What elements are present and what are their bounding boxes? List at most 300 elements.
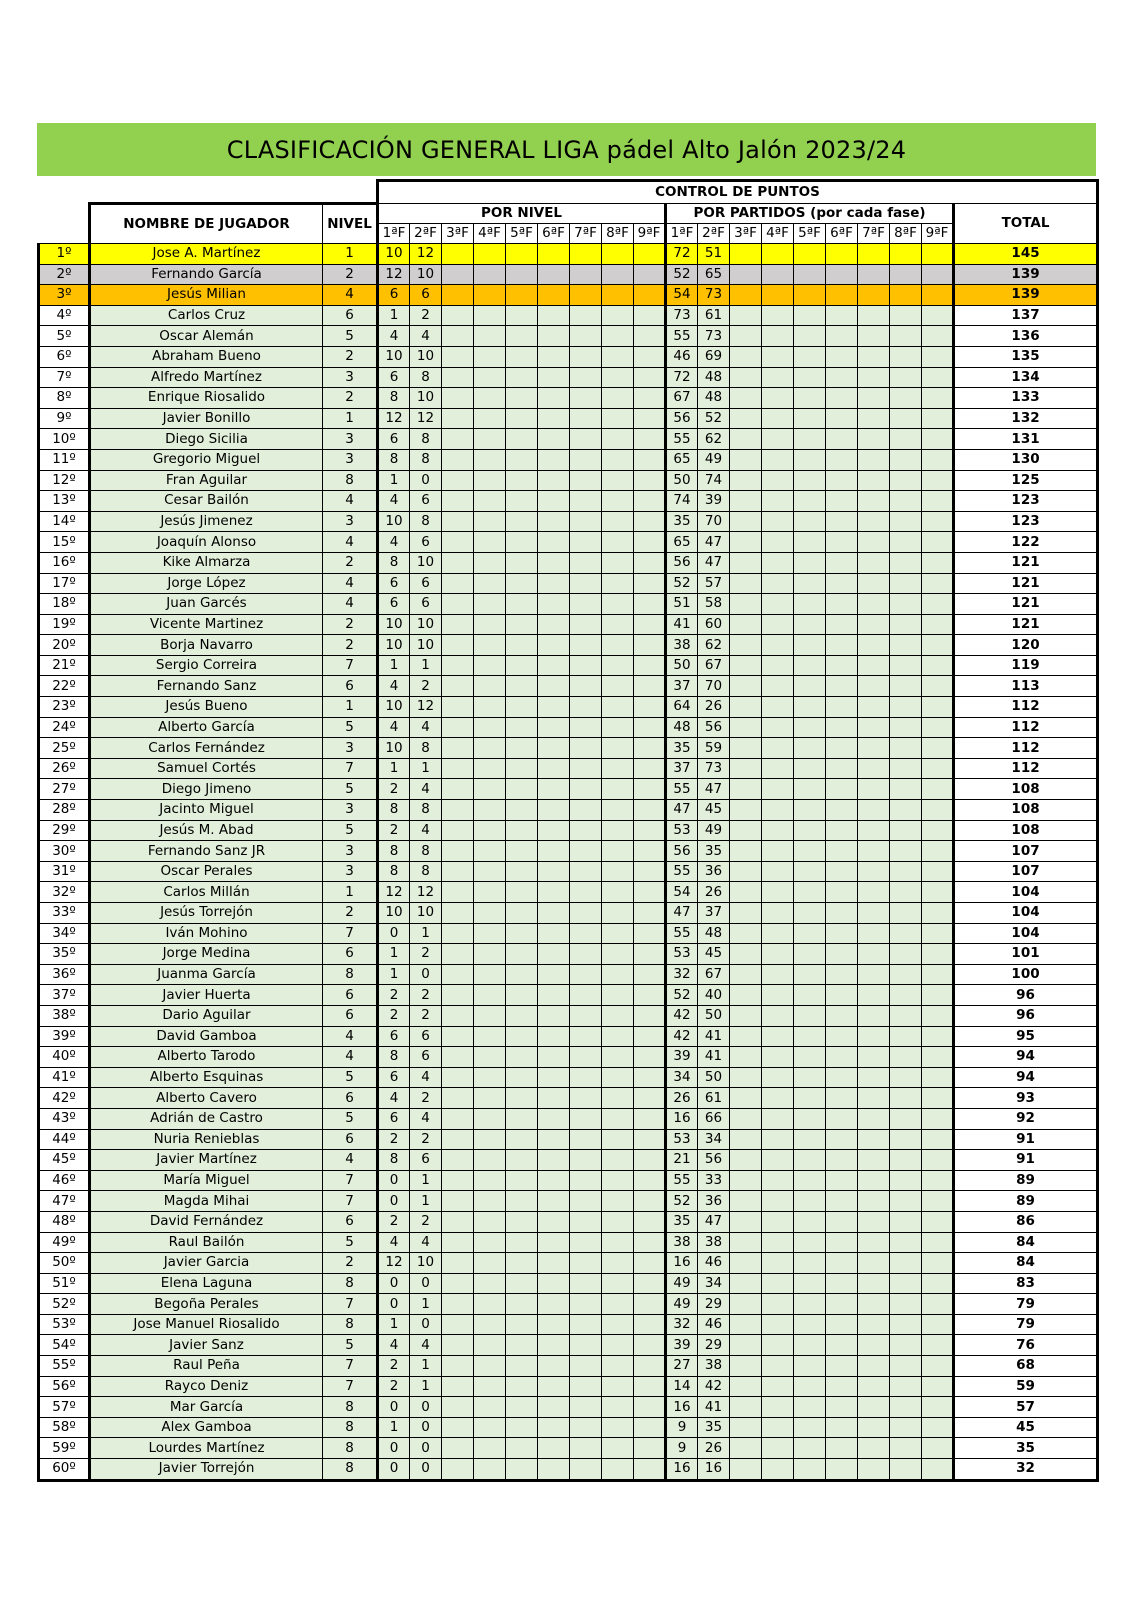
nivel-phase-cell	[634, 1314, 666, 1335]
table-row	[39, 1397, 1098, 1418]
partidos-phase-cell	[762, 1191, 794, 1212]
partidos-phase-cell	[922, 388, 954, 409]
name-column-header: NOMBRE DE JUGADOR	[90, 204, 323, 244]
nivel-phase-cell	[442, 511, 474, 532]
nivel-column-header: NIVEL	[323, 204, 378, 244]
partidos-phase-cell	[890, 408, 922, 429]
partidos-phase-cell	[826, 923, 858, 944]
partidos-phase-cell	[730, 758, 762, 779]
nivel-phase-cell	[634, 614, 666, 635]
nivel-phase-cell: 6	[410, 285, 442, 306]
nivel-phase-cell	[634, 1067, 666, 1088]
nivel-phase-cell	[442, 1026, 474, 1047]
partidos-phase-cell	[826, 1459, 858, 1481]
partidos-phase-cell: 51	[666, 594, 698, 615]
partidos-phase-cell	[826, 1191, 858, 1212]
partidos-phase-cell	[922, 841, 954, 862]
nivel-phase-cell	[538, 985, 570, 1006]
partidos-phase-cell	[858, 532, 890, 553]
nivel-cell: 1	[323, 244, 378, 265]
nivel-cell: 5	[323, 779, 378, 800]
nivel-phase-cell: 4	[410, 1335, 442, 1356]
nivel-phase-cell	[538, 449, 570, 470]
nivel-phase-cell	[538, 305, 570, 326]
partidos-phase-cell	[762, 820, 794, 841]
player-name-cell: Javier Huerta	[90, 985, 323, 1006]
partidos-phase-cell	[922, 491, 954, 512]
table-row	[39, 779, 1098, 800]
partidos-phase-cell	[922, 1438, 954, 1459]
nivel-phase-cell	[602, 882, 634, 903]
nivel-phase-cell	[442, 717, 474, 738]
total-cell: 112	[954, 697, 1098, 718]
table-row	[39, 1108, 1098, 1129]
partidos-phase-cell: 26	[698, 1438, 730, 1459]
partidos-phase-cell	[922, 635, 954, 656]
nivel-phase-cell	[506, 408, 538, 429]
nivel-phase-cell	[474, 944, 506, 965]
partidos-phase-cell	[858, 903, 890, 924]
partidos-phase-cell	[762, 800, 794, 821]
partidos-phase-cell: 42	[698, 1376, 730, 1397]
nivel-phase-cell: 0	[410, 470, 442, 491]
player-name-cell: Cesar Bailón	[90, 491, 323, 512]
partidos-phase-cell	[922, 1067, 954, 1088]
partidos-phase-cell	[794, 1026, 826, 1047]
nivel-phase-cell	[442, 346, 474, 367]
nivel-phase-cell	[538, 1397, 570, 1418]
nivel-phase-cell	[602, 573, 634, 594]
partidos-phase-cell: 66	[698, 1108, 730, 1129]
nivel-phase-cell: 0	[378, 1191, 410, 1212]
table-row	[39, 1170, 1098, 1191]
nivel-phase-cell	[602, 346, 634, 367]
partidos-phase-cell	[730, 1005, 762, 1026]
nivel-phase-cell	[634, 1376, 666, 1397]
position-cell: 2º	[39, 264, 90, 285]
nivel-phase-cell	[538, 1067, 570, 1088]
table-row	[39, 758, 1098, 779]
partidos-phase-cell	[794, 820, 826, 841]
nivel-cell: 6	[323, 1129, 378, 1150]
nivel-phase-header-4: 4ªF	[474, 224, 506, 244]
partidos-phase-cell	[794, 1108, 826, 1129]
nivel-phase-cell	[442, 655, 474, 676]
nivel-phase-cell	[538, 635, 570, 656]
player-name-cell: Carlos Fernández	[90, 738, 323, 759]
partidos-phase-cell: 37	[666, 758, 698, 779]
nivel-phase-cell	[570, 244, 602, 265]
partidos-phase-cell: 73	[698, 758, 730, 779]
table-row	[39, 717, 1098, 738]
position-cell: 35º	[39, 944, 90, 965]
table-row	[39, 1150, 1098, 1171]
table-row	[39, 511, 1098, 532]
total-cell: 131	[954, 429, 1098, 450]
partidos-phase-cell	[762, 758, 794, 779]
total-cell: 135	[954, 346, 1098, 367]
partidos-phase-cell	[730, 552, 762, 573]
nivel-phase-cell: 2	[378, 1376, 410, 1397]
partidos-phase-cell: 55	[666, 861, 698, 882]
partidos-phase-cell	[890, 1376, 922, 1397]
partidos-phase-cell	[858, 552, 890, 573]
nivel-phase-cell: 6	[378, 573, 410, 594]
partidos-phase-cell	[762, 408, 794, 429]
partidos-phase-cell	[922, 1005, 954, 1026]
partidos-phase-cell	[794, 903, 826, 924]
nivel-phase-cell	[538, 1376, 570, 1397]
nivel-phase-cell	[634, 820, 666, 841]
partidos-phase-cell	[858, 1150, 890, 1171]
nivel-phase-cell	[474, 367, 506, 388]
nivel-cell: 8	[323, 1397, 378, 1418]
nivel-phase-cell: 1	[410, 1191, 442, 1212]
nivel-phase-cell	[474, 614, 506, 635]
partidos-phase-cell: 26	[666, 1088, 698, 1109]
nivel-phase-cell	[570, 1273, 602, 1294]
player-name-cell: Jose A. Martínez	[90, 244, 323, 265]
position-cell: 47º	[39, 1191, 90, 1212]
total-cell: 112	[954, 738, 1098, 759]
nivel-phase-cell: 8	[410, 511, 442, 532]
partidos-phase-cell: 45	[698, 944, 730, 965]
nivel-cell: 3	[323, 738, 378, 759]
nivel-phase-cell	[570, 841, 602, 862]
nivel-cell: 2	[323, 388, 378, 409]
nivel-phase-cell	[506, 1232, 538, 1253]
nivel-phase-cell	[442, 1232, 474, 1253]
nivel-phase-cell	[474, 1253, 506, 1274]
partidos-phase-cell	[762, 923, 794, 944]
nivel-phase-cell	[538, 882, 570, 903]
nivel-phase-cell	[602, 1191, 634, 1212]
partidos-phase-cell	[890, 1273, 922, 1294]
player-name-cell: Magda Mihai	[90, 1191, 323, 1212]
partidos-phase-cell	[794, 1356, 826, 1377]
nivel-phase-cell	[602, 532, 634, 553]
position-cell: 34º	[39, 923, 90, 944]
nivel-phase-cell	[506, 1335, 538, 1356]
partidos-phase-cell	[922, 1459, 954, 1481]
nivel-phase-cell	[506, 1314, 538, 1335]
partidos-phase-cell	[858, 1335, 890, 1356]
nivel-phase-cell: 0	[410, 964, 442, 985]
nivel-phase-cell	[538, 717, 570, 738]
partidos-phase-cell: 52	[666, 573, 698, 594]
table-row	[39, 244, 1098, 265]
partidos-phase-cell	[730, 326, 762, 347]
nivel-phase-cell	[442, 1211, 474, 1232]
partidos-phase-cell	[890, 800, 922, 821]
player-name-cell: Oscar Alemán	[90, 326, 323, 347]
partidos-phase-cell	[922, 985, 954, 1006]
nivel-cell: 1	[323, 697, 378, 718]
partidos-phase-cell	[890, 1211, 922, 1232]
nivel-phase-cell	[602, 1314, 634, 1335]
partidos-phase-cell	[762, 635, 794, 656]
total-cell: 121	[954, 573, 1098, 594]
table-row	[39, 1191, 1098, 1212]
partidos-phase-cell	[826, 346, 858, 367]
player-name-cell: Alex Gamboa	[90, 1417, 323, 1438]
nivel-phase-cell	[634, 1026, 666, 1047]
nivel-phase-header-3: 3ªF	[442, 224, 474, 244]
position-cell: 26º	[39, 758, 90, 779]
nivel-phase-cell	[506, 1417, 538, 1438]
nivel-phase-cell	[506, 1294, 538, 1315]
player-name-cell: Jorge Medina	[90, 944, 323, 965]
nivel-phase-cell: 0	[378, 1170, 410, 1191]
total-cell: 84	[954, 1232, 1098, 1253]
nivel-phase-cell	[634, 1294, 666, 1315]
nivel-phase-cell	[634, 264, 666, 285]
nivel-phase-cell	[602, 903, 634, 924]
nivel-phase-cell	[442, 573, 474, 594]
partidos-phase-cell: 39	[666, 1047, 698, 1068]
total-cell: 93	[954, 1088, 1098, 1109]
nivel-phase-cell: 6	[410, 1150, 442, 1171]
position-cell: 5º	[39, 326, 90, 347]
nivel-phase-cell	[570, 1397, 602, 1418]
partidos-phase-cell	[730, 244, 762, 265]
partidos-phase-cell	[762, 717, 794, 738]
player-name-cell: Raul Bailón	[90, 1232, 323, 1253]
nivel-phase-cell	[602, 388, 634, 409]
partidos-phase-cell: 48	[666, 717, 698, 738]
total-cell: 136	[954, 326, 1098, 347]
partidos-phase-cell: 74	[698, 470, 730, 491]
nivel-phase-cell: 8	[378, 800, 410, 821]
nivel-cell: 5	[323, 1108, 378, 1129]
partidos-phase-cell	[922, 738, 954, 759]
nivel-cell: 6	[323, 676, 378, 697]
nivel-phase-cell	[474, 717, 506, 738]
partidos-phase-cell	[826, 800, 858, 821]
nivel-phase-cell	[474, 264, 506, 285]
partidos-phase-cell	[858, 1211, 890, 1232]
nivel-cell: 8	[323, 1459, 378, 1481]
partidos-phase-cell: 39	[666, 1335, 698, 1356]
player-name-cell: Javier Sanz	[90, 1335, 323, 1356]
partidos-phase-cell	[762, 1047, 794, 1068]
partidos-phase-cell	[794, 1129, 826, 1150]
nivel-cell: 2	[323, 552, 378, 573]
nivel-phase-cell	[634, 841, 666, 862]
nivel-phase-cell	[442, 305, 474, 326]
partidos-phase-cell	[890, 1191, 922, 1212]
player-name-cell: Juan Garcés	[90, 594, 323, 615]
partidos-phase-cell	[762, 841, 794, 862]
partidos-phase-cell: 38	[698, 1232, 730, 1253]
nivel-phase-cell	[442, 1356, 474, 1377]
nivel-phase-cell	[634, 285, 666, 306]
player-name-cell: Enrique Riosalido	[90, 388, 323, 409]
partidos-phase-header-1: 1ªF	[666, 224, 698, 244]
nivel-phase-cell	[602, 800, 634, 821]
nivel-phase-cell: 8	[410, 738, 442, 759]
nivel-phase-cell	[538, 573, 570, 594]
player-name-cell: Jesús Bueno	[90, 697, 323, 718]
partidos-phase-cell	[858, 1294, 890, 1315]
player-name-cell: Oscar Perales	[90, 861, 323, 882]
partidos-phase-cell	[762, 985, 794, 1006]
table-row	[39, 738, 1098, 759]
nivel-phase-cell	[442, 1150, 474, 1171]
partidos-phase-cell	[794, 244, 826, 265]
nivel-phase-cell	[442, 841, 474, 862]
player-name-cell: Begoña Perales	[90, 1294, 323, 1315]
partidos-phase-cell	[730, 388, 762, 409]
table-row	[39, 388, 1098, 409]
partidos-phase-cell: 35	[666, 738, 698, 759]
total-cell: 96	[954, 985, 1098, 1006]
nivel-phase-cell	[474, 1459, 506, 1481]
nivel-phase-cell: 8	[378, 552, 410, 573]
nivel-phase-cell	[602, 1376, 634, 1397]
total-cell: 84	[954, 1253, 1098, 1274]
nivel-phase-cell	[634, 573, 666, 594]
partidos-phase-cell: 36	[698, 1191, 730, 1212]
partidos-phase-cell	[922, 861, 954, 882]
partidos-phase-cell	[730, 470, 762, 491]
nivel-phase-cell	[602, 1170, 634, 1191]
nivel-phase-cell	[442, 1273, 474, 1294]
nivel-cell: 7	[323, 758, 378, 779]
total-cell: 121	[954, 614, 1098, 635]
nivel-phase-cell	[602, 1335, 634, 1356]
por-partidos-header: POR PARTIDOS (por cada fase)	[666, 204, 954, 224]
partidos-phase-cell	[794, 1294, 826, 1315]
partidos-phase-cell	[890, 1026, 922, 1047]
nivel-phase-cell	[538, 1232, 570, 1253]
partidos-phase-cell	[762, 552, 794, 573]
partidos-phase-cell	[762, 491, 794, 512]
position-cell: 32º	[39, 882, 90, 903]
nivel-phase-cell	[634, 491, 666, 512]
nivel-phase-cell: 10	[378, 244, 410, 265]
nivel-cell: 3	[323, 861, 378, 882]
partidos-phase-cell	[922, 1294, 954, 1315]
partidos-phase-cell	[858, 573, 890, 594]
nivel-cell: 5	[323, 1067, 378, 1088]
position-cell: 46º	[39, 1170, 90, 1191]
partidos-phase-cell	[762, 1314, 794, 1335]
nivel-phase-cell: 2	[410, 1005, 442, 1026]
nivel-phase-cell	[538, 470, 570, 491]
player-name-cell: Gregorio Miguel	[90, 449, 323, 470]
partidos-phase-cell	[730, 305, 762, 326]
nivel-phase-cell: 8	[378, 841, 410, 862]
nivel-phase-cell: 6	[378, 1026, 410, 1047]
partidos-phase-cell	[826, 1294, 858, 1315]
nivel-phase-cell: 4	[410, 717, 442, 738]
nivel-phase-cell	[538, 1170, 570, 1191]
nivel-phase-cell: 1	[378, 1417, 410, 1438]
partidos-phase-cell	[794, 738, 826, 759]
nivel-phase-cell	[442, 1376, 474, 1397]
partidos-phase-cell: 62	[698, 635, 730, 656]
partidos-phase-cell: 47	[698, 532, 730, 553]
nivel-phase-cell	[442, 367, 474, 388]
nivel-phase-cell	[506, 841, 538, 862]
partidos-phase-cell: 57	[698, 573, 730, 594]
nivel-phase-cell	[506, 1047, 538, 1068]
nivel-phase-cell: 0	[378, 1294, 410, 1315]
partidos-phase-cell	[762, 861, 794, 882]
partidos-phase-cell	[826, 1067, 858, 1088]
nivel-phase-cell	[474, 738, 506, 759]
nivel-phase-cell	[634, 449, 666, 470]
partidos-phase-cell	[922, 1417, 954, 1438]
nivel-phase-cell	[602, 491, 634, 512]
total-cell: 122	[954, 532, 1098, 553]
nivel-phase-cell	[602, 305, 634, 326]
player-name-cell: Abraham Bueno	[90, 346, 323, 367]
total-cell: 104	[954, 882, 1098, 903]
partidos-phase-cell: 38	[666, 1232, 698, 1253]
player-name-cell: Javier Torrejón	[90, 1459, 323, 1481]
nivel-phase-cell	[634, 717, 666, 738]
position-cell: 58º	[39, 1417, 90, 1438]
nivel-phase-header-8: 8ªF	[602, 224, 634, 244]
nivel-phase-cell: 2	[410, 1129, 442, 1150]
player-name-cell: Alberto García	[90, 717, 323, 738]
partidos-phase-cell: 52	[666, 264, 698, 285]
nivel-phase-cell	[538, 552, 570, 573]
partidos-phase-cell	[922, 573, 954, 594]
partidos-phase-cell	[730, 820, 762, 841]
nivel-phase-cell	[602, 367, 634, 388]
partidos-phase-cell	[794, 305, 826, 326]
partidos-phase-cell: 56	[698, 717, 730, 738]
nivel-phase-cell: 0	[378, 1397, 410, 1418]
partidos-phase-cell	[858, 1232, 890, 1253]
total-cell: 145	[954, 244, 1098, 265]
partidos-phase-cell	[890, 1417, 922, 1438]
nivel-cell: 6	[323, 944, 378, 965]
nivel-phase-cell	[442, 1047, 474, 1068]
position-cell: 18º	[39, 594, 90, 615]
partidos-phase-cell	[794, 1314, 826, 1335]
partidos-phase-cell	[826, 1150, 858, 1171]
partidos-phase-cell	[826, 511, 858, 532]
total-cell: 139	[954, 264, 1098, 285]
nivel-phase-cell	[570, 1417, 602, 1438]
partidos-phase-cell	[730, 655, 762, 676]
partidos-phase-cell	[730, 285, 762, 306]
nivel-cell: 6	[323, 1211, 378, 1232]
partidos-phase-cell: 65	[698, 264, 730, 285]
partidos-phase-cell	[858, 1314, 890, 1335]
player-name-cell: David Fernández	[90, 1211, 323, 1232]
nivel-phase-cell	[474, 491, 506, 512]
nivel-phase-cell	[634, 800, 666, 821]
partidos-phase-cell	[730, 676, 762, 697]
partidos-phase-cell	[890, 449, 922, 470]
position-cell: 54º	[39, 1335, 90, 1356]
table-row	[39, 264, 1098, 285]
nivel-phase-cell	[474, 676, 506, 697]
nivel-phase-cell	[442, 923, 474, 944]
nivel-phase-cell: 1	[410, 1294, 442, 1315]
partidos-phase-cell	[826, 676, 858, 697]
total-cell: 100	[954, 964, 1098, 985]
nivel-phase-cell: 1	[378, 964, 410, 985]
nivel-phase-cell	[570, 1005, 602, 1026]
player-name-cell: David Gamboa	[90, 1026, 323, 1047]
player-name-cell: Jacinto Miguel	[90, 800, 323, 821]
